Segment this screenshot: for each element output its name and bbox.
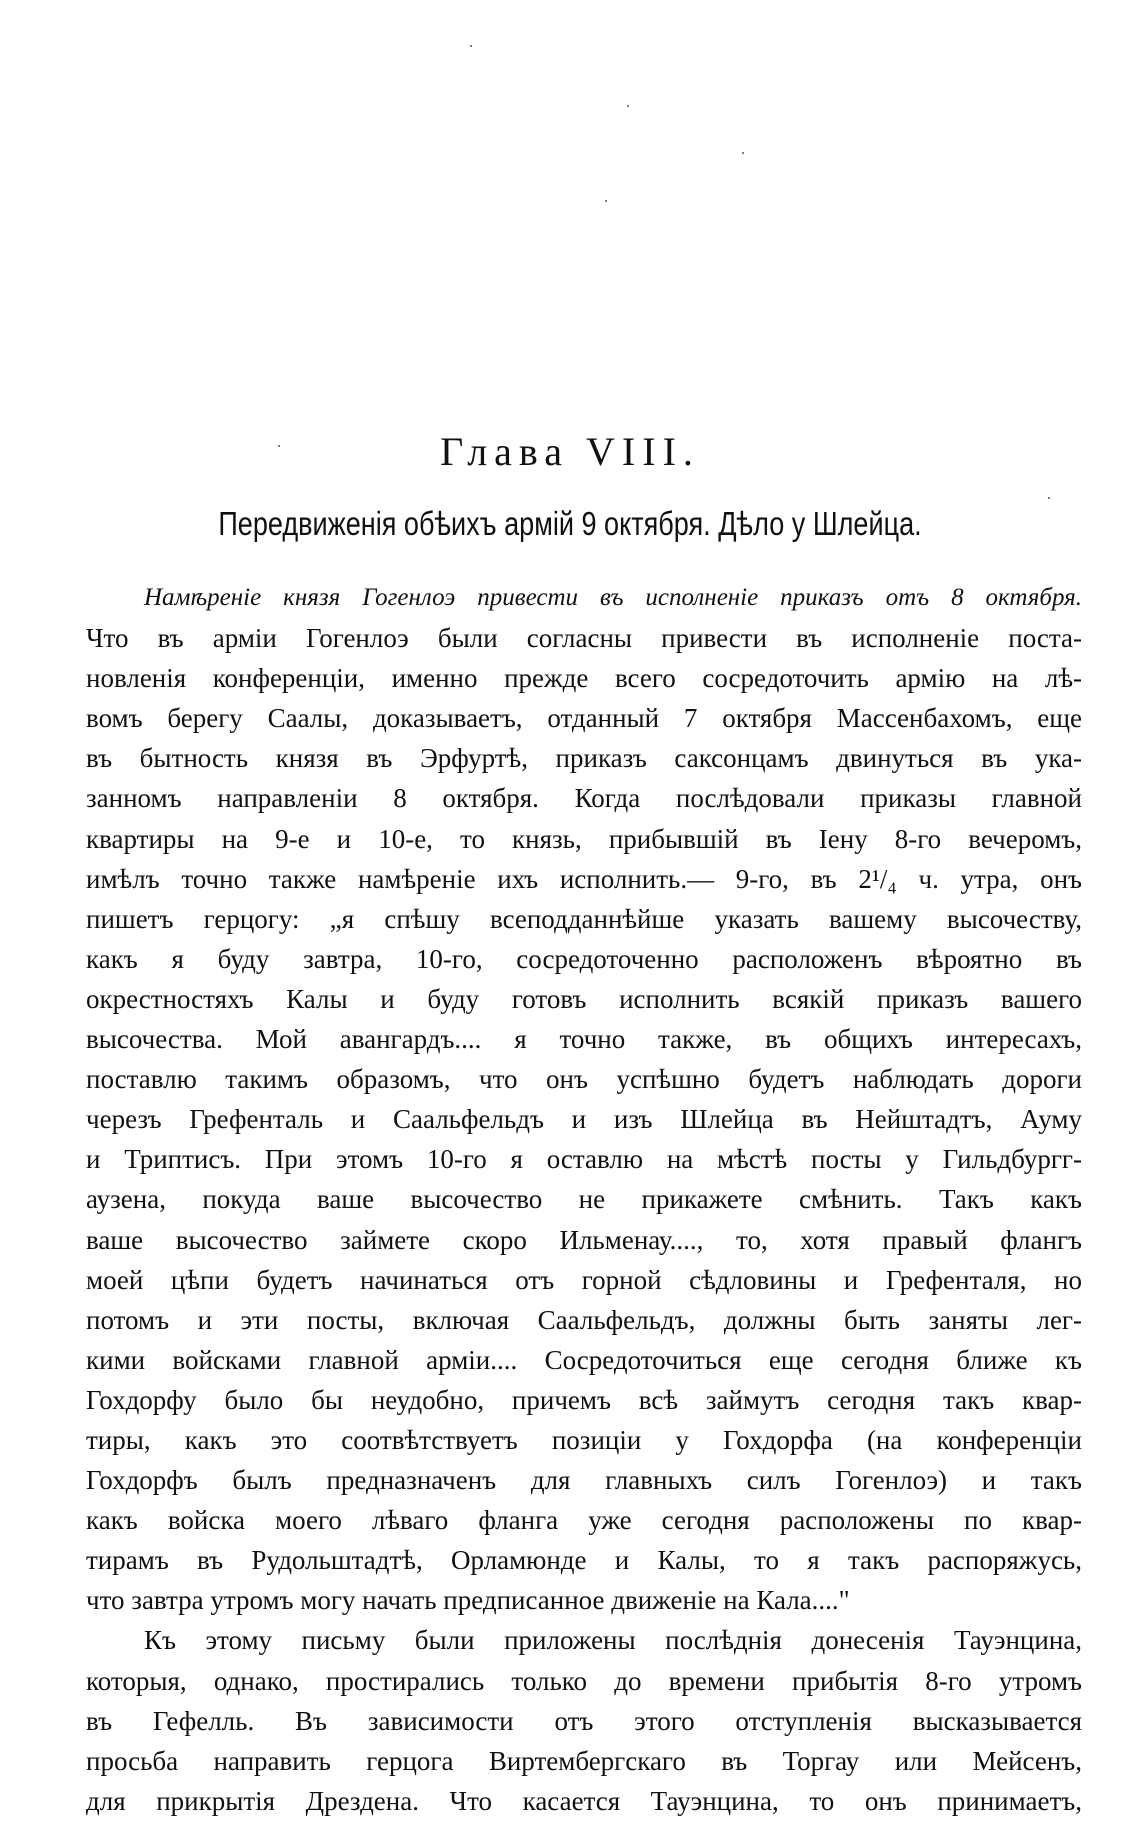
text-line: тирамъ въ Рудольштадтѣ, Орламюнде и Калы, то я такъ распоряжусь,	[86, 1545, 1082, 1576]
text-line: имѣлъ точно также намѣреніе ихъ исполнить.— 9-го, въ 2¹/₄ ч. утра, онъ	[86, 863, 1082, 894]
print-speck	[605, 200, 607, 202]
text-line: моей цѣпи будетъ начинаться отъ горной сѣдловины и Грефенталя, но	[86, 1264, 1082, 1295]
chapter-title: Глава VIII.	[440, 429, 700, 474]
text-line: пишетъ герцогу: „я спѣшу всеподданнѣйше указать вашему высочеству,	[86, 903, 1082, 934]
text-line: Гохдорфъ былъ предназначенъ для главныхъ силъ Гогенлоэ) и такъ	[86, 1465, 1082, 1496]
print-speck	[1048, 497, 1050, 499]
text-line: занномъ направленіи 8 октября. Когда послѣдовали приказы главной	[86, 783, 1082, 814]
print-speck	[627, 105, 629, 107]
text-line: вомъ берегу Саалы, доказываетъ, отданный 7 октября Массенбахомъ, еще	[86, 703, 1082, 734]
text-line: что завтра утромъ могу начать предписанное движеніе на Кала...."	[86, 1585, 850, 1616]
text-line: Гохдорфу было бы неудобно, причемъ всѣ займутъ сегодня такъ квар-	[86, 1384, 1082, 1415]
print-speck	[470, 45, 472, 47]
text-line: окрестностяхъ Калы и буду готовъ исполнить всякій приказъ вашего	[86, 983, 1082, 1014]
text-line: въ бытность князя въ Эрфуртѣ, приказъ саксонцамъ двинуться въ ука-	[86, 743, 1082, 774]
body-text	[86, 578, 1082, 1821]
text-line: аузена, покуда ваше высочество не прикажете смѣнить. Такъ какъ	[86, 1184, 1082, 1215]
text-line: квартиры на 9-е и 10-е, то князь, прибывшій въ Іену 8-го вечеромъ,	[86, 823, 1082, 854]
text-line: и Триптисъ. При этомъ 10-го я оставлю на мѣстѣ посты у Гильдбургг-	[86, 1144, 1082, 1175]
text-line: Что въ арміи Гогенлоэ были согласны привести въ исполненіе поста-	[86, 623, 1082, 654]
text-line: потомъ и эти посты, включая Саальфельдъ, должны быть заняты лег-	[86, 1304, 1082, 1335]
print-speck	[742, 152, 744, 154]
text-line: черезъ Грефенталь и Саальфельдъ и изъ Шлейца въ Нейштадтъ, Ауму	[86, 1104, 1082, 1135]
text-line: тиры, какъ это соотвѣтствуетъ позиціи у Гохдорфа (на конференціи	[86, 1424, 1082, 1455]
text-line: поставлю такимъ образомъ, что онъ успѣшно будетъ наблюдать дороги	[86, 1064, 1082, 1095]
text-line: Къ этому письму были приложены послѣднія донесенія Тауэнцина,	[144, 1625, 1082, 1656]
text-line: просьба направить герцога Виртембергскаго въ Торгау или Мейсенъ,	[86, 1745, 1082, 1776]
text-line: кими войсками главной арміи.... Сосредоточиться еще сегодня ближе къ	[86, 1344, 1082, 1375]
text-line: высочества. Мой авангардъ.... я точно также, въ общихъ интересахъ,	[86, 1024, 1082, 1055]
side-heading: Намѣреніе князя Гогенлоэ привести въ исполненіе приказъ отъ 8 октября.	[144, 584, 1082, 611]
chapter-subtitle: Передвиженія обѣихъ армій 9 октября. Дѣло у Шлейца.	[218, 505, 922, 542]
text-line: для прикрытія Дрездена. Что касается Тауэнцина, то онъ принимаетъ,	[86, 1785, 1082, 1816]
text-line: новленія конференціи, именно прежде всего сосредоточить армію на лѣ-	[86, 663, 1082, 694]
text-line: которыя, однако, простирались только до времени прибытія 8-го утромъ	[86, 1665, 1082, 1696]
text-line: въ Гефелль. Въ зависимости отъ этого отступленія высказывается	[86, 1705, 1082, 1736]
text-line: какъ я буду завтра, 10-го, сосредоточенно расположенъ вѣроятно въ	[86, 943, 1082, 974]
text-line: ваше высочество займете скоро Ильменау...., то, хотя правый флангъ	[86, 1224, 1082, 1255]
text-line: какъ войска моего лѣваго фланга уже сегодня расположены по квар-	[86, 1505, 1082, 1536]
